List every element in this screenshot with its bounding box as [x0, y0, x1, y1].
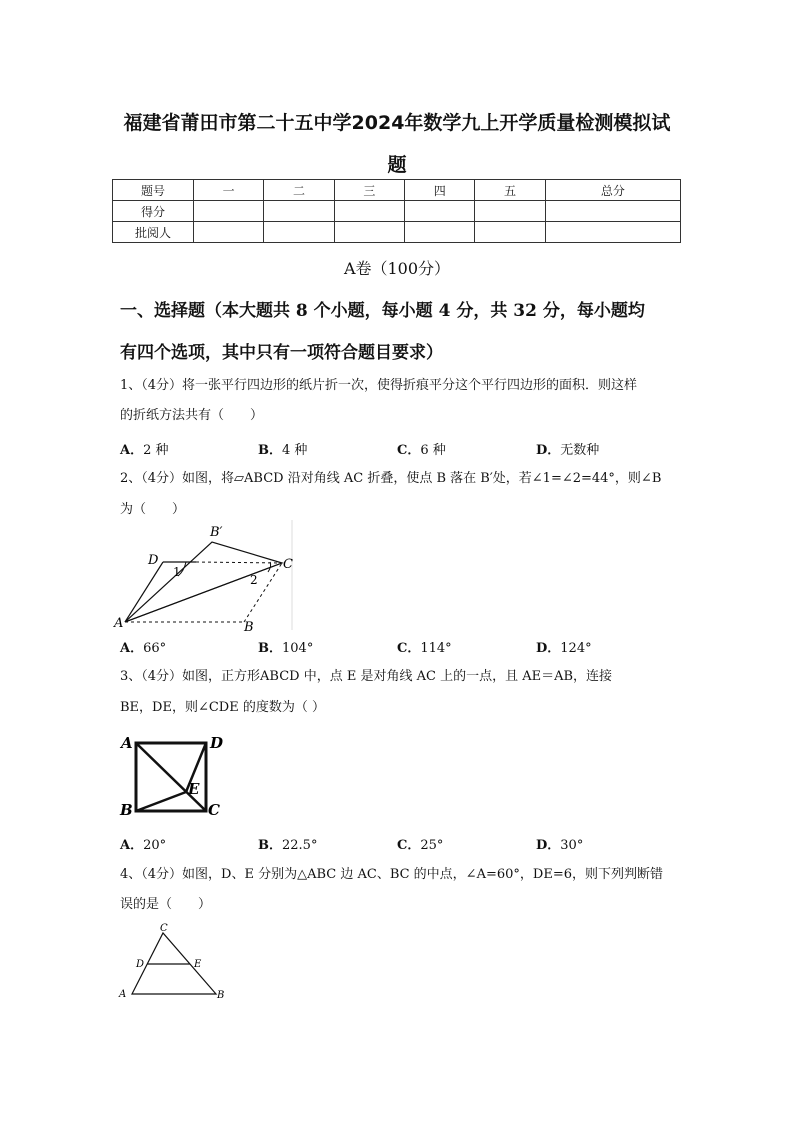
edge-dc-dashed [196, 562, 282, 563]
score-cell[interactable] [545, 222, 680, 243]
edge-bc-dashed [244, 563, 282, 622]
label-a: A [121, 734, 133, 752]
angle-2-arc [268, 562, 271, 572]
q3-option-b[interactable]: B．22.5° [258, 838, 318, 853]
score-table [112, 179, 681, 243]
label-b: B [217, 990, 225, 1001]
q3-stem-line2: BE，DE，则∠CDE 的度数为（ ） [120, 700, 325, 715]
label-b: B [120, 801, 133, 819]
q3-option-c[interactable]: C．25° [397, 838, 444, 853]
part1-heading-line2: 有四个选项，其中只有一项符合题目要求） [120, 343, 443, 363]
q2-stem-line1: 2、（4分）如图，将▱ABCD 沿对角线 AC 折叠，使点 B 落在 B′处，若∠1=∠2=44°，则∠B [120, 471, 662, 486]
score-cell[interactable] [264, 201, 334, 222]
score-cell[interactable] [475, 201, 545, 222]
label-e: E [188, 780, 200, 798]
score-header-cell: 四 [405, 180, 475, 201]
score-header-cell: 二 [264, 180, 334, 201]
part1-heading-line1: 一、选择题（本大题共 8 个小题，每小题 4 分，共 32 分，每小题均 [120, 301, 645, 321]
label-c: C [208, 801, 220, 819]
label-a: A [119, 989, 127, 1000]
score-row-label: 得分 [113, 201, 194, 222]
doc-title-line1: 福建省莆田市第二十五中学2024年数学九上开学质量检测模拟试 [123, 112, 671, 134]
q1-option-a[interactable]: A．2 种 [120, 443, 169, 458]
label-b: B [244, 620, 254, 633]
score-cell[interactable] [405, 222, 475, 243]
label-b-prime: B′ [210, 525, 223, 540]
label-d: D [210, 734, 224, 752]
q3-option-a[interactable]: A．20° [120, 838, 167, 853]
q4-figure [116, 920, 231, 1005]
score-cell[interactable] [264, 222, 334, 243]
score-header-cell: 题号 [113, 180, 194, 201]
q1-option-b[interactable]: B．4 种 [258, 443, 308, 458]
label-c: C [160, 923, 168, 934]
doc-title-line2: 题 [387, 154, 407, 176]
section-a-heading: A卷（100分） [343, 259, 451, 278]
label-c: C [283, 557, 293, 572]
score-cell[interactable] [334, 201, 404, 222]
segment-be [136, 792, 186, 811]
q4-stem-line1: 4、（4分）如图，D、E 分别为△ABC 边 AC、BC 的中点，∠A=60°，DE=6，则下列判断错 [120, 867, 663, 882]
label-d: D [148, 553, 159, 568]
score-table-row [113, 201, 681, 222]
q3-figure [118, 731, 230, 821]
label-angle-2: 2 [250, 573, 258, 587]
q1-stem-line2: 的折纸方法共有（ ） [120, 408, 264, 423]
q1-stem-line1: 1、（4分）将一张平行四边形的纸片折一次，使得折痕平分这个平行四边形的面积．则这样 [120, 378, 638, 393]
q3-stem-line1: 3、（4分）如图，正方形ABCD 中，点 E 是对角线 AC 上的一点，且 AE＝AB，连接 [120, 669, 613, 684]
q2-option-a[interactable]: A．66° [120, 641, 167, 656]
q2-option-b[interactable]: B．104° [258, 641, 314, 656]
q1-option-c[interactable]: C．6 种 [397, 443, 446, 458]
q2-figure [112, 518, 297, 633]
q1-option-d[interactable]: D．无数种 [536, 443, 600, 458]
score-header-cell: 三 [334, 180, 404, 201]
score-table-row [113, 222, 681, 243]
q3-option-d[interactable]: D．30° [536, 838, 584, 853]
q2-stem-line2: 为（ ） [120, 502, 186, 517]
score-cell[interactable] [475, 222, 545, 243]
score-cell[interactable] [334, 222, 404, 243]
q2-option-d[interactable]: D．124° [536, 641, 592, 656]
score-header-cell: 一 [194, 180, 264, 201]
score-row-label: 批阅人 [113, 222, 194, 243]
q2-option-c[interactable]: C．114° [397, 641, 452, 656]
score-header-cell: 总分 [545, 180, 680, 201]
score-header-cell: 五 [475, 180, 545, 201]
score-table-header-row [113, 180, 681, 201]
score-cell[interactable] [194, 222, 264, 243]
label-e: E [194, 959, 202, 970]
score-cell[interactable] [545, 201, 680, 222]
label-d: D [136, 959, 145, 970]
diagonal-ac [125, 563, 282, 622]
label-a: A [114, 616, 124, 631]
score-cell[interactable] [194, 201, 264, 222]
label-angle-1: 1 [173, 565, 181, 579]
diagonal-ac [136, 743, 206, 811]
q4-stem-line2: 误的是（ ） [120, 897, 212, 912]
score-cell[interactable] [405, 201, 475, 222]
